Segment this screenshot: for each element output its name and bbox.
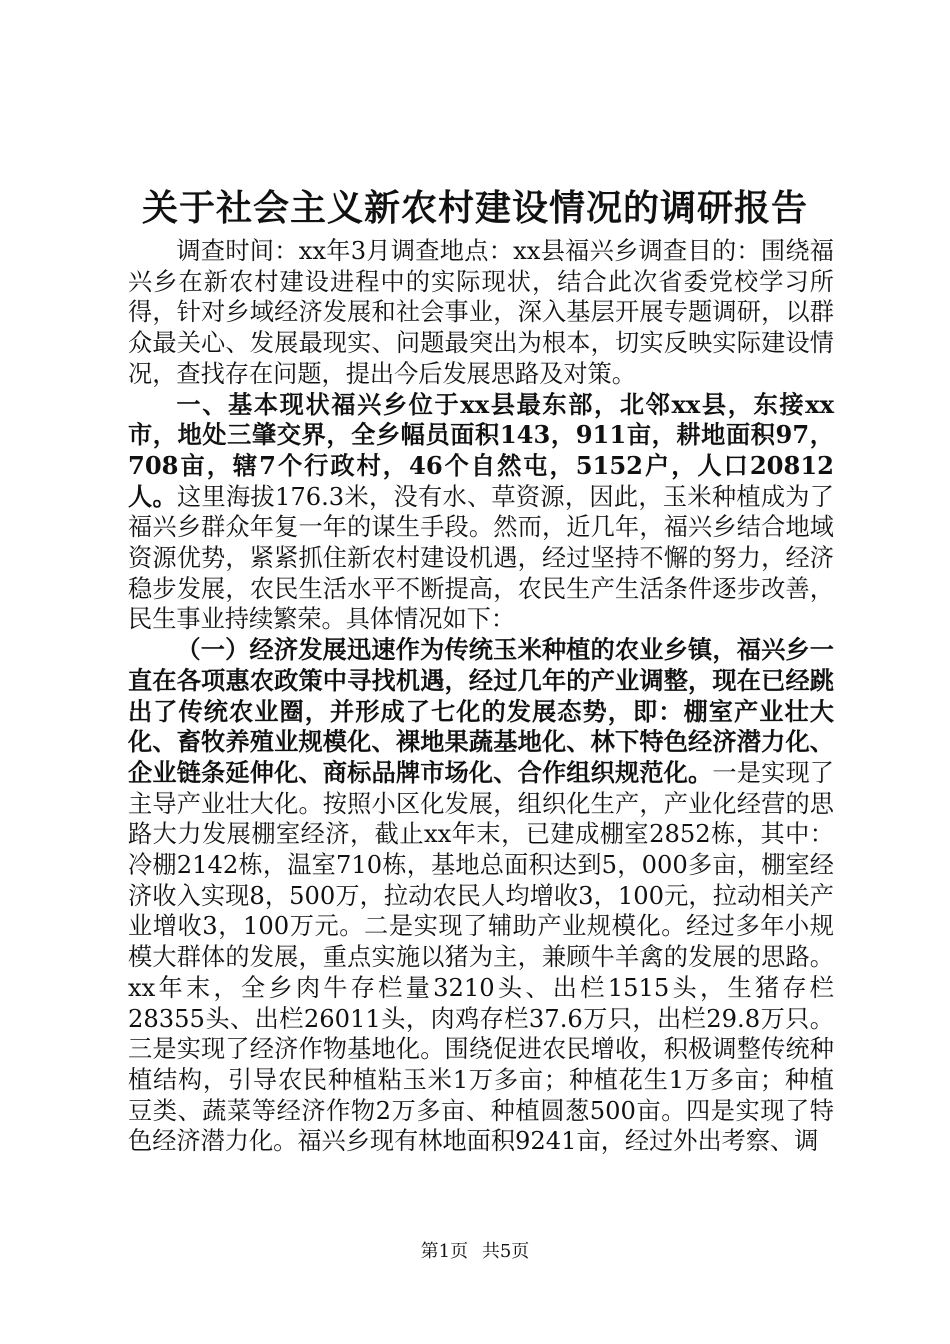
page-footer: [0, 1240, 950, 1264]
intro-paragraph: 调查时间：xx年3月调查地点：xx县福兴乡调查目的：围绕福兴乡在新农村建设进程中的实际现状，结合此次省委党校学习所得，针对乡域经济发展和社会事业，深入基层开展专题调研，以群众最关心、发展最现实、问题最突出为根本，切实反映实际建设情况，查找存在问题，提出今后发展思路及对策。: [128, 237, 834, 388]
section-1-heading-text: 一、基本现状福兴乡位于xx县最东部，北邻xx县，东接xx市，地处三肇交界，全乡幅员面积143，911亩，耕地面积97，708亩，辖7个行政村，46个自然屯，5152户，人口20812人。: [128, 389, 834, 511]
page-number: 第1页: [420, 1241, 469, 1262]
section-1-paragraph: [128, 390, 834, 636]
subsection-1-body-text: 一是实现了主导产业壮大化。按照小区化发展，组织化生产，产业化经营的思路大力发展棚室经济，截止xx年末，已建成棚室2852栋，其中：冷棚2142栋，温室710栋，基地总面积达到5，000多亩，棚室经济收入实现8，500万，拉动农民人均增收3，100元，拉动相关产业增收3，100万元。二是实现了辅助产业规模化。经过多年小规模大群体的发展，重点实施以猪为主，兼顾牛羊禽的发展的思路。xx年末，全乡肉牛存栏量3210头、出栏1515头，生猪存栏28355头、出栏26011头，肉鸡存栏37.6万只，出栏29.8万只。三是实现了经济作物基地化。围绕促进农民增收，积极调整传统种植结构，引导农民种植粘玉米1万多亩；种植花生1万多亩；种植豆类、蔬菜等经济作物2万多亩、种植圆葱500亩。四是实现了特色经济潜力化。福兴乡现有林地面积9241亩，经过外出考察、调: [128, 758, 834, 1156]
section-1-body-text: 这里海拔176.3米，没有水、草资源，因此，玉米种植成为了福兴乡群众年复一年的谋生手段。然而，近几年，福兴乡结合地域资源优势，紧紧抓住新农村建设机遇，经过坚持不懈的努力，经济稳步发展，农民生活水平不断提高，农民生产生活条件逐步改善，民生事业持续繁荣。具体情况如下：: [128, 482, 834, 634]
document-title: 关于社会主义新农村建设情况的调研报告: [141, 187, 808, 229]
page-total: 共5页: [481, 1241, 530, 1262]
document-body: [128, 236, 834, 1157]
subsection-1-paragraph: [128, 635, 834, 1157]
subsection-1-heading-text: （一）经济发展迅速作为传统玉米种植的农业乡镇，福兴乡一直在各项惠农政策中寻找机遇，经过几年的产业调整，现在已经跳出了传统农业圈，并形成了七化的发展态势，即：棚室产业壮大化、畜牧养殖业规模化、裸地果蔬基地化、林下特色经济潜力化、企业链条延伸化、商标品牌市场化、合作组织规范化。: [128, 635, 834, 787]
